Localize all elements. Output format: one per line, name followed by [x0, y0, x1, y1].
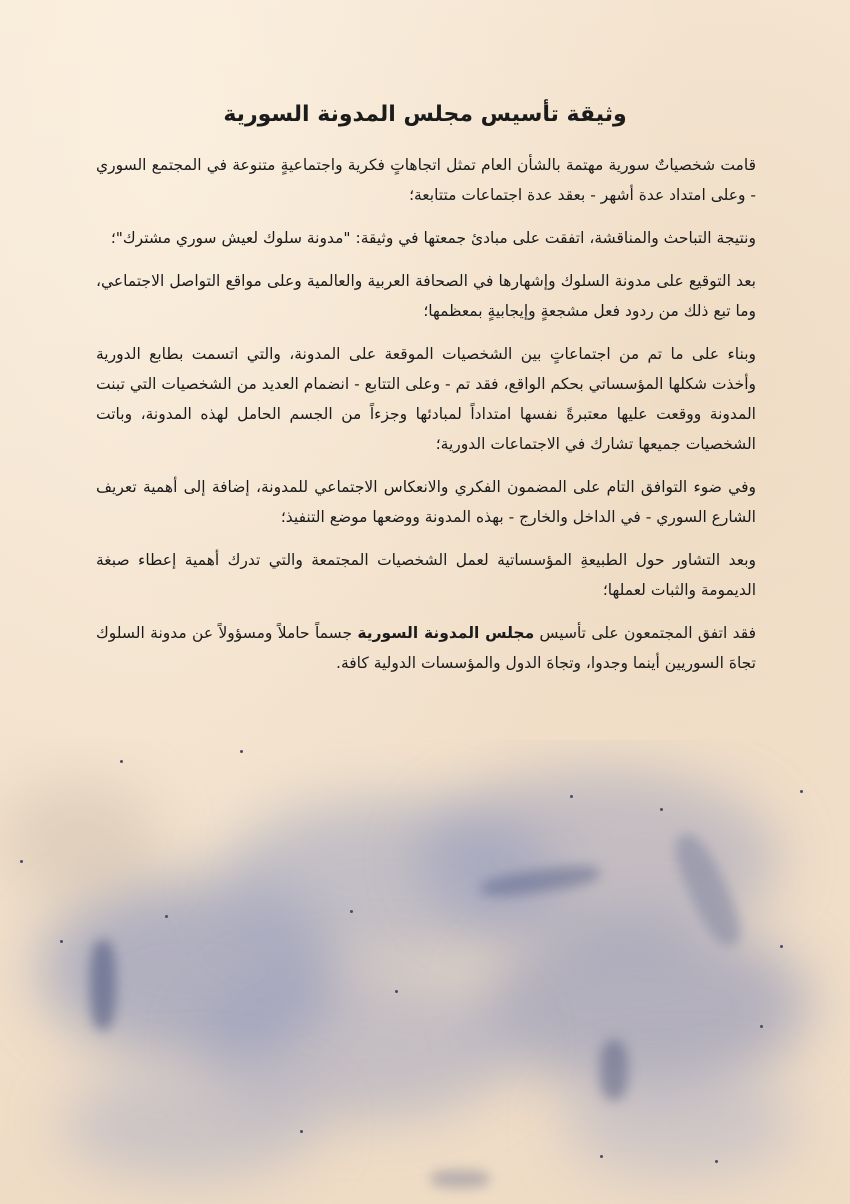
paragraph-3: بعد التوقيع على مدونة السلوك وإشهارها في الصحافة العربية والعالمية وعلى مواقع التواصل الاجتماعي، وما تبع ذلك من ردود فعل مشجعةٍ وإيجابيةٍ بمعظمها؛ [96, 272, 756, 320]
stain-blob [480, 920, 810, 1090]
ink-stain-area [0, 740, 850, 1204]
document-title: وثيقة تأسيس مجلس المدونة السورية [223, 102, 627, 127]
ink-speck [20, 860, 23, 863]
paragraph-final [96, 618, 756, 678]
stain-blob [0, 780, 160, 900]
document-body [96, 150, 756, 691]
ink-speck [165, 915, 168, 918]
ink-speck [570, 795, 573, 798]
ink-speck [350, 910, 353, 913]
ink-speck [760, 1025, 763, 1028]
ink-speck [60, 940, 63, 943]
stain-blob [60, 1070, 320, 1180]
stain-streak [90, 940, 116, 1030]
stain-streak [430, 1170, 490, 1188]
ink-speck [780, 945, 783, 948]
paragraph-6: وبعد التشاور حول الطبيعةِ المؤسساتية لعمل الشخصيات المجتمعة والتي تدرك أهمية إعطاء صبغة الديمومة والثبات لعملها؛ [96, 551, 756, 599]
stain-streak [600, 1040, 628, 1100]
council-name-emphasis: مجلس المدونة السورية [357, 624, 535, 642]
paragraph-2: ونتيجة التباحث والمناقشة، اتفقت على مبادئ جمعتها في وثيقة: "مدونة سلوك لعيش سوري مشترك"؛ [110, 229, 756, 247]
final-text-before: فقد اتفق المجتمعون على تأسيس [534, 624, 756, 642]
final-text-after: جسماً حاملاً ومسؤولاً عن مدونة السلوك تجاهَ السوريين أينما وجدوا، وتجاهَ الدول والمؤسسات الدولية كافة. [96, 624, 756, 672]
ink-speck [600, 1155, 603, 1158]
paragraph-1: قامت شخصياتٌ سورية مهتمة بالشأن العام تمثل اتجاهاتٍ فكرية واجتماعيةٍ متنوعة في المجتمع السوري - وعلى امتداد عدة أشهر - بعقد عدة اجتماعات متتابعة؛ [96, 156, 756, 204]
paragraph-5: وفي ضوء التوافق التام على المضمون الفكري والانعكاس الاجتماعي للمدونة، إضافة إلى أهمية تعريف الشارع السوري - في الداخل والخارج - بهذه المدونة ووضعها موضع التنفيذ؛ [96, 478, 756, 526]
ink-speck [240, 750, 243, 753]
ink-speck [300, 1130, 303, 1133]
ink-speck [660, 808, 663, 811]
ink-speck [715, 1160, 718, 1163]
paragraph-4: وبناء على ما تم من اجتماعاتٍ بين الشخصيات الموقعة على المدونة، والتي اتسمت بطابع الدورية وأخذت شكلها المؤسساتي بحكم الواقع، فقد تم - وعلى التتابع - انضمام العديد من الشخصيات التي تبنت المدونة ووقعت عليها معتبرةً نفسها امتداداً لمبادئها وجزءاً من الجسم الحامل لهذه المدونة، وباتت الشخصيات جميعها تشارك في الاجتماعات الدورية؛ [96, 345, 756, 453]
ink-speck [395, 990, 398, 993]
ink-speck [800, 790, 803, 793]
ink-speck [120, 760, 123, 763]
stain-blob [560, 1070, 800, 1180]
